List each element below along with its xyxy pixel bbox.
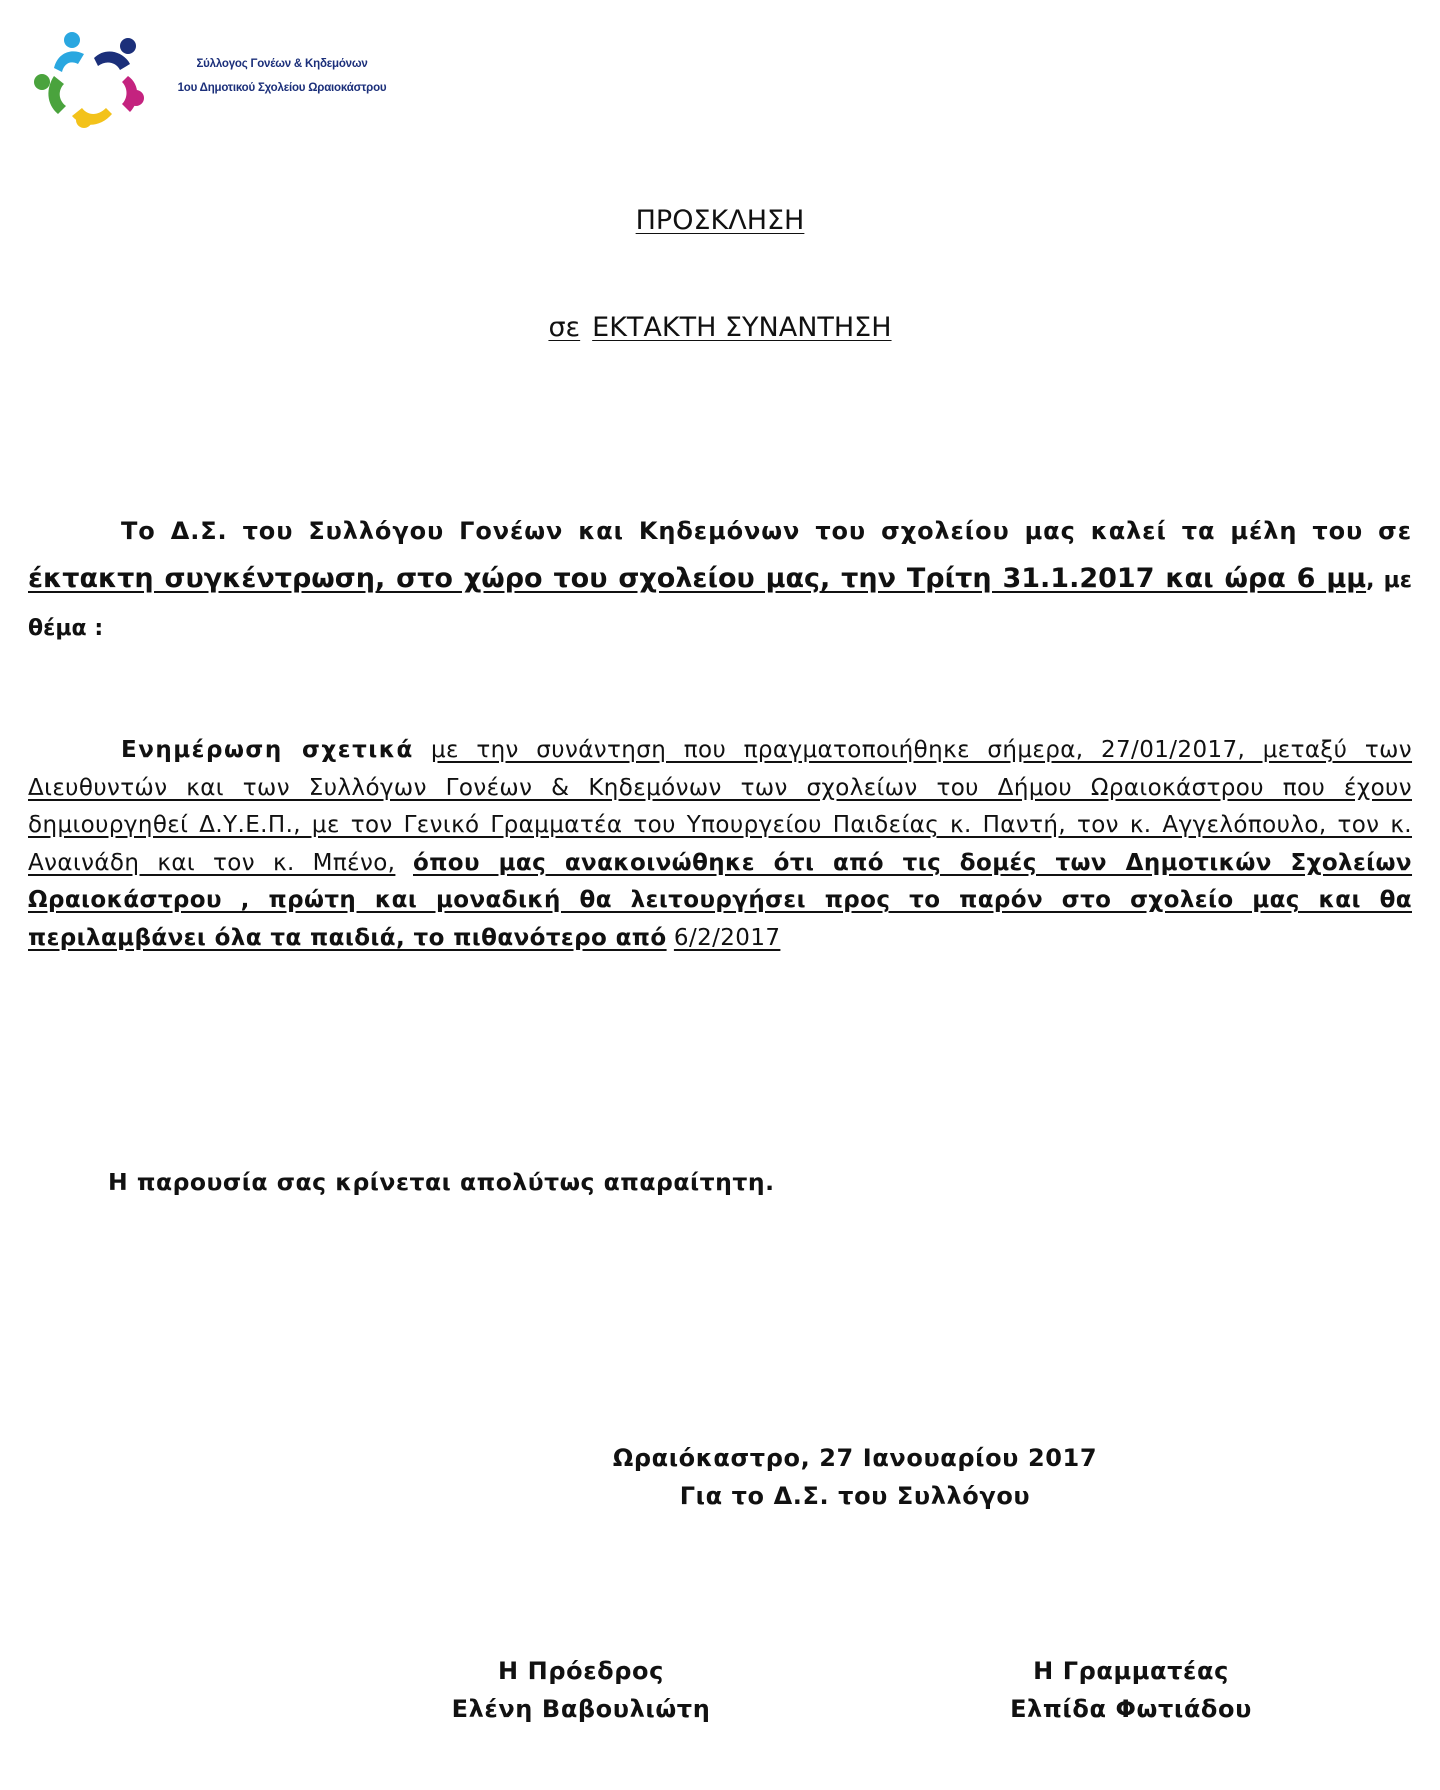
meeting-subtitle: [0, 312, 1440, 343]
topic-label: , με θέμα :: [28, 568, 1412, 641]
invitation-paragraph: [28, 508, 1412, 652]
start-date: 6/2/2017: [673, 924, 781, 951]
signature-name: Ελπίδα Φωτιάδου: [1010, 1695, 1252, 1723]
signature-role: Η Γραμματέας: [1033, 1657, 1229, 1685]
signature-secretary: [921, 1652, 1341, 1728]
subtitle-main: ΕΚΤΑΚΤΗ ΣΥΝΑΝΤΗΣΗ: [592, 312, 892, 343]
announcement-text: όπου μας ανακοινώθηκε ότι από τις δομές των Δημοτικών Σχολείων Ωραιοκάστρου , πρώτη και μοναδική θα λειτουργήσει προς το παρόν στο σχολείο μας και θα περιλαμβάνει όλα τα παιδιά, το πιθανότερο από: [28, 849, 1413, 951]
logo-line-2: 1ου Δημοτικού Σχολείου Ωραιοκάστρου: [177, 82, 387, 94]
signature-role: Η Πρόεδρος: [498, 1657, 664, 1685]
topic-lead: Ενημέρωση σχετικά: [121, 737, 414, 763]
meeting-summary: με την συνάντηση που πραγματοποιήθηκε σήμερα, 27/01/2017, μεταξύ των Διευθυντών και των Συλλόγων Γονέων & Κηδεμόνων των σχολείων του Δήμου Ωραιοκάστρου που έχουν δημιουργηθεί Δ.Υ.Ε.Π., με τον Γενικό Γραμματέα του Υπουργείου Παιδείας κ. Παντή, τον κ. Αγγελόπουλο, τον κ. Αναινάδη και τον κ. Μπένο,: [28, 737, 1413, 876]
logo-line-1: Σύλλογος Γονέων & Κηδεμόνων: [196, 58, 368, 70]
for-the-board: Για το Δ.Σ. του Συλλόγου: [679, 1482, 1031, 1510]
presence-note: Η παρουσία σας κρίνεται απολύτως απαραίτητη.: [108, 1168, 775, 1196]
association-logo: [32, 28, 387, 138]
invitation-title: ΠΡΟΣΚΛΗΣΗ: [635, 205, 805, 236]
topic-paragraph: [28, 732, 1412, 957]
subtitle-prefix: σε: [548, 312, 581, 343]
logo-text: [162, 52, 402, 100]
invitation-lead: Το Δ.Σ. του Συλλόγου Γονέων και Κηδεμόνων του σχολείου μας καλεί τα μέλη του σε: [121, 517, 1412, 545]
place-and-date: Ωραιόκαστρο, 27 Ιανουαρίου 2017: [612, 1444, 1098, 1472]
people-circle-logo-icon: [32, 28, 162, 138]
meeting-details: έκτακτη συγκέντρωση, στο χώρο του σχολείου μας, την Τρίτη 31.1.2017 και ώρα 6 μμ: [28, 563, 1367, 594]
signature-name: Ελένη Βαβουλιώτη: [451, 1695, 711, 1723]
signature-president: [371, 1652, 791, 1728]
